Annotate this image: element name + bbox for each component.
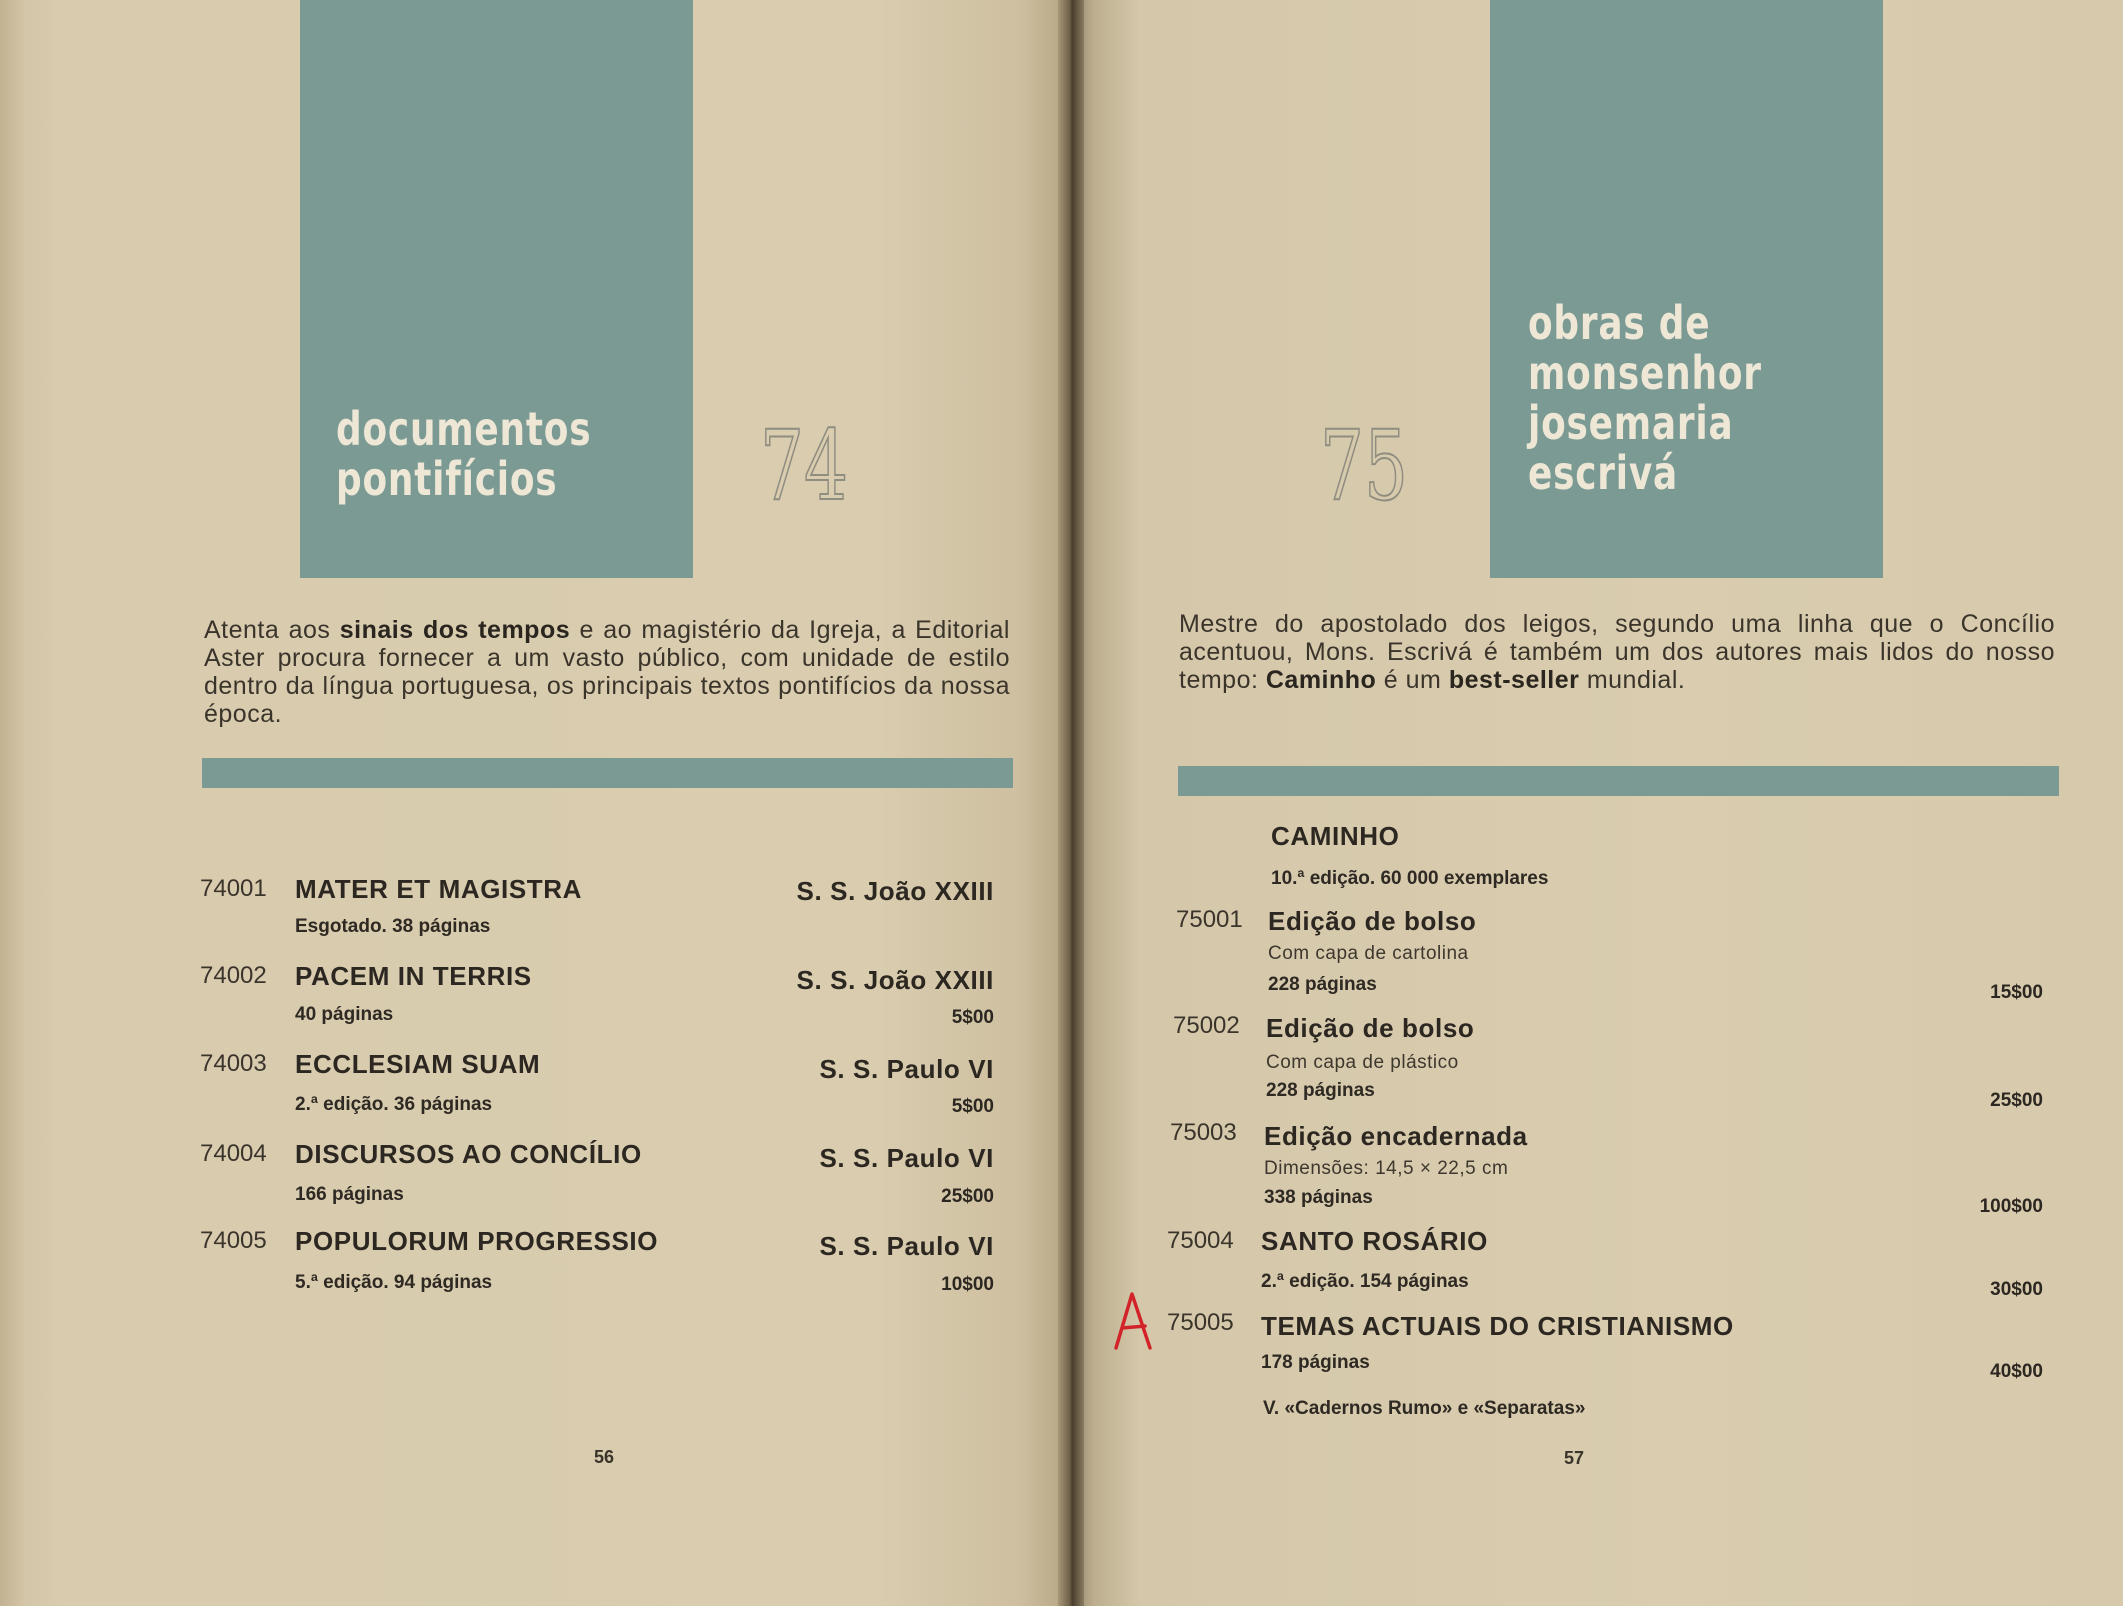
entry-code: 74004	[200, 1140, 267, 1167]
entry-title: DISCURSOS AO CONCÍLIO	[295, 1139, 642, 1169]
entry-detail: 2.ª edição. 36 páginas	[295, 1094, 493, 1115]
entry-detail: 178 páginas	[1261, 1352, 1370, 1373]
entry-detail: 10.ª edição. 60 000 exemplares	[1271, 868, 1549, 889]
entry-author: S. S. Paulo VI	[819, 1054, 994, 1084]
intro-text: mundial.	[1579, 666, 1686, 694]
section-number: 74	[760, 410, 848, 522]
intro-text: e ao magistério da Igreja, a Editorial Aster procura fornecer a um vasto público, com unidade de estilo dentro da língua portuguesa, os principais textos pontifícios da nossa época.	[204, 616, 1010, 728]
entry-code: 75005	[1167, 1309, 1234, 1336]
entry-title: POPULORUM PROGRESSIO	[295, 1226, 659, 1256]
entry-author: S. S. Paulo VI	[819, 1143, 994, 1173]
entry-detail: Esgotado. 38 páginas	[295, 916, 491, 937]
entry-price: 100$00	[1979, 1196, 2043, 1217]
entry-detail: 228 páginas	[1266, 1080, 1375, 1101]
entry-detail: 166 páginas	[295, 1184, 404, 1205]
entry-price: 30$00	[1990, 1279, 2043, 1300]
page-number: 56	[594, 1447, 615, 1467]
entry-author: S. S. João XXIII	[796, 965, 994, 995]
heading-line-1: documentos	[336, 402, 592, 456]
intro-paragraph	[204, 616, 1010, 728]
entry-price: 25$00	[1990, 1090, 2043, 1111]
entry-detail: 228 páginas	[1268, 974, 1377, 995]
entry-price: 10$00	[941, 1274, 994, 1295]
section-heading	[1528, 298, 1762, 498]
entry-code: 75002	[1173, 1012, 1240, 1039]
entry-code: 74001	[200, 875, 267, 902]
entry-price: 5$00	[951, 1007, 994, 1028]
entry-title: MATER ET MAGISTRA	[295, 874, 583, 904]
intro-text: é um	[1376, 666, 1449, 694]
see-also-note: V. «Cadernos Rumo» e «Separatas»	[1263, 1398, 1586, 1419]
entry-code: 75004	[1167, 1227, 1234, 1254]
entry-price: 40$00	[1990, 1361, 2043, 1382]
entry-detail: 338 páginas	[1264, 1187, 1373, 1208]
intro-text: Mestre do apostolado dos leigos, segundo uma linha que o Concílio acentuou, Mons. Escrivá é também um dos autores mais lidos do nosso tempo:	[1179, 610, 2055, 694]
entry-note: Dimensões: 14,5 × 22,5 cm	[1264, 1158, 1509, 1179]
entry-title: SANTO ROSÁRIO	[1261, 1226, 1488, 1256]
entry-title: TEMAS ACTUAIS DO CRISTIANISMO	[1261, 1311, 1734, 1341]
intro-bold: sinais dos tempos	[339, 616, 571, 644]
entry-code: 74005	[200, 1227, 267, 1254]
entry-title: Edição de bolso	[1266, 1013, 1475, 1043]
entry-title: PACEM IN TERRIS	[295, 961, 532, 991]
entry-code: 75003	[1170, 1119, 1237, 1146]
entry-detail: 40 páginas	[295, 1004, 394, 1025]
heading-line-3: josemaria	[1528, 396, 1734, 450]
entry-code: 74002	[200, 962, 267, 989]
intro-paragraph	[1179, 610, 2055, 694]
entry-price: 5$00	[951, 1096, 994, 1117]
entry-author: S. S. Paulo VI	[819, 1231, 994, 1261]
entry-code: 75001	[1176, 906, 1243, 933]
intro-bold: best-seller	[1448, 666, 1580, 694]
entry-detail: 5.ª edição. 94 páginas	[295, 1272, 493, 1293]
intro-bold: Caminho	[1265, 666, 1377, 694]
intro-text: Atenta aos	[204, 616, 340, 644]
book-gutter	[1058, 0, 1084, 1606]
entry-title: Edição de bolso	[1268, 906, 1477, 936]
entry-title: Edição encadernada	[1264, 1121, 1528, 1151]
entry-price: 25$00	[941, 1186, 994, 1207]
heading-line-2: pontifícios	[336, 452, 558, 506]
entry-title: CAMINHO	[1271, 821, 1400, 851]
section-number: 75	[1320, 410, 1408, 522]
heading-line-1: obras de	[1528, 296, 1711, 350]
handwritten-a-mark	[1110, 1290, 1156, 1352]
entry-price: 15$00	[1990, 982, 2043, 1003]
right-page	[1070, 0, 2123, 1606]
heading-line-4: escrivá	[1528, 446, 1679, 500]
divider-bar	[1178, 766, 2059, 796]
entry-note: Com capa de cartolina	[1268, 943, 1469, 964]
divider-bar	[202, 758, 1013, 788]
entry-author: S. S. João XXIII	[796, 876, 994, 906]
heading-line-2: monsenhor	[1528, 346, 1762, 400]
page-number: 57	[1564, 1448, 1585, 1468]
section-heading	[336, 404, 591, 504]
entry-code: 74003	[200, 1050, 267, 1077]
entry-title: ECCLESIAM SUAM	[295, 1049, 541, 1079]
entry-note: Com capa de plástico	[1266, 1052, 1459, 1073]
entry-detail: 2.ª edição. 154 páginas	[1261, 1271, 1469, 1292]
